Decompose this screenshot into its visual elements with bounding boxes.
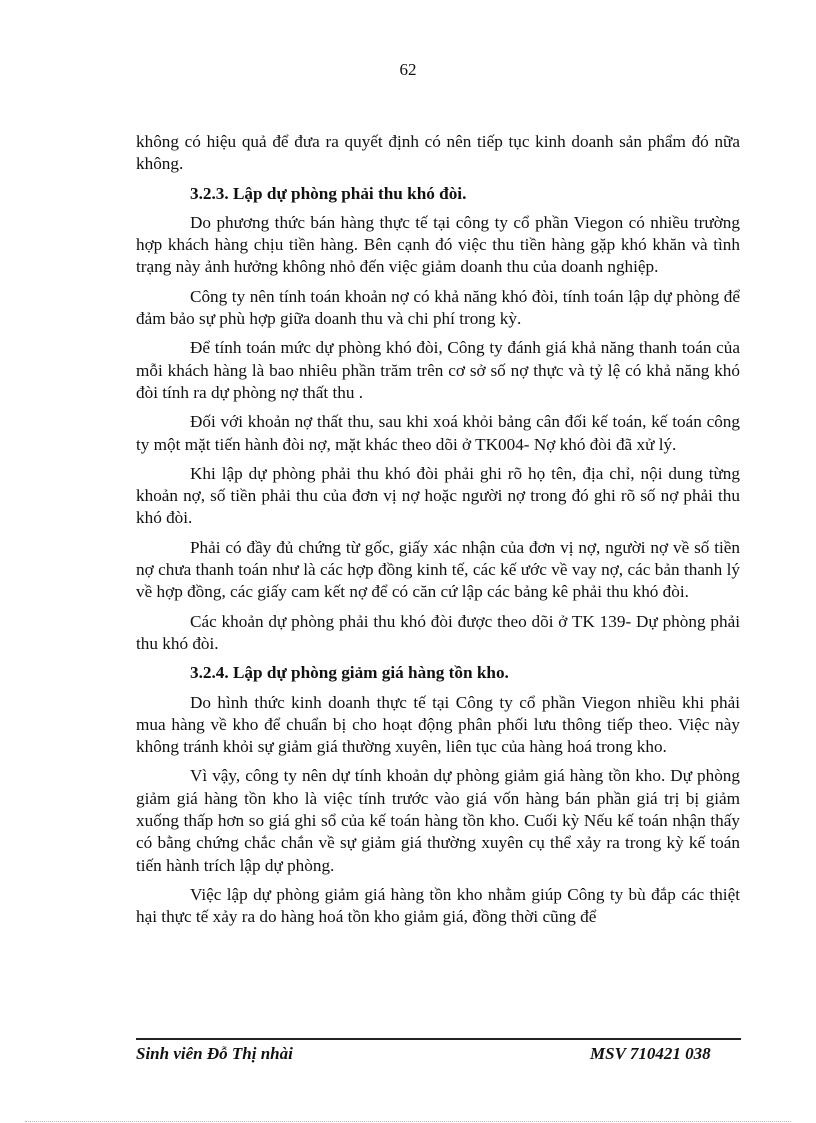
paragraph-continuation: không có hiệu quả để đưa ra quyết định có nên tiếp tục kinh doanh sản phẩm đó nữa không. xyxy=(136,132,740,174)
page-bottom-dotted-line xyxy=(25,1121,791,1122)
paragraph: Phải có đầy đủ chứng từ gốc, giấy xác nhận của đơn vị nợ, người nợ về số tiền nợ chưa thanh toán như là các hợp đồng kinh tế, các kế ước về vay nợ, các bản thanh lý về hợp đồng, các giấy cam kết nợ để có căn cứ lập các bảng kê phải thu khó đòi. xyxy=(136,537,740,602)
paragraph: Việc lập dự phòng giảm giá hàng tồn kho nhằm giúp Công ty bù đắp các thiệt hại thực tế xảy ra do hàng hoá tồn kho giảm giá, đồng thời cũng để xyxy=(136,884,740,927)
footer-student-id: MSV 710421 038 xyxy=(590,1044,711,1063)
paragraph: Các khoản dự phòng phải thu khó đòi được theo dõi ở TK 139- Dự phòng phải thu khó đòi. xyxy=(136,611,740,653)
document-body xyxy=(136,131,740,936)
page-number: 62 xyxy=(399,60,417,79)
footer-divider xyxy=(136,1038,741,1040)
paragraph: Khi lập dự phòng phải thu khó đòi phải ghi rõ họ tên, địa chỉ, nội dung từng khoản nợ, số tiền phải thu của đơn vị nợ hoặc người nợ trong đó ghi rõ số nợ phải thu khó đòi. xyxy=(136,463,740,528)
paragraph: Để tính toán mức dự phòng khó đòi, Công ty đánh giá khả năng thanh toán của mỗi khách hàng là bao nhiêu phần trăm trên cơ sở số nợ thực và tỷ lệ có khả năng khó đòi tính ra dự phòng nợ thất thu . xyxy=(136,338,740,402)
section-heading-3-2-3: 3.2.3. Lập dự phòng phải thu khó đòi. xyxy=(190,183,467,203)
paragraph: Đối với khoản nợ thất thu, sau khi xoá khỏi bảng cân đối kế toán, kế toán công ty một mặt tiến hành đòi nợ, mặt khác theo dõi ở TK004- Nợ khó đòi đã xử lý. xyxy=(136,412,740,454)
footer-student-name: Sinh viên Đỗ Thị nhài xyxy=(136,1044,293,1063)
paragraph: Vì vậy, công ty nên dự tính khoản dự phòng giảm giá hàng tồn kho. Dự phòng giảm giá hàng tồn kho là việc tính trước vào giá vốn hàng bán phần giá trị bị giảm xuống thấp hơn so giá ghi sổ của kế toán hàng tồn kho. Cuối kỳ Nếu kế toán nhận thấy có bằng chứng chắc chắn về sự giảm giá thường xuyên cụ thể xảy ra trong kỳ kế toán tiến hành trích lập dự phòng. xyxy=(136,766,740,875)
paragraph: Công ty nên tính toán khoản nợ có khả năng khó đòi, tính toán lập dự phòng để đảm bảo sự phù hợp giữa doanh thu và chi phí trong kỳ. xyxy=(136,286,740,329)
section-heading-3-2-4: 3.2.4. Lập dự phòng giảm giá hàng tồn kho. xyxy=(190,663,509,683)
paragraph: Do hình thức kinh doanh thực tế tại Công ty cổ phần Viegon nhiều khi phải mua hàng về kho để chuẩn bị cho hoạt động phân phối lưu thông tiếp theo. Việc này không tránh khỏi sự giảm giá thường xuyên, liên tục của hàng hoá trong kho. xyxy=(136,692,740,757)
paragraph: Do phương thức bán hàng thực tế tại công ty cổ phần Viegon có nhiều trường hợp khách hàng chịu tiền hàng. Bên cạnh đó việc thu tiền hàng gặp khó khăn và tình trạng này ảnh hưởng không nhỏ đến việc giảm doanh thu của doanh nghiệp. xyxy=(136,212,740,277)
